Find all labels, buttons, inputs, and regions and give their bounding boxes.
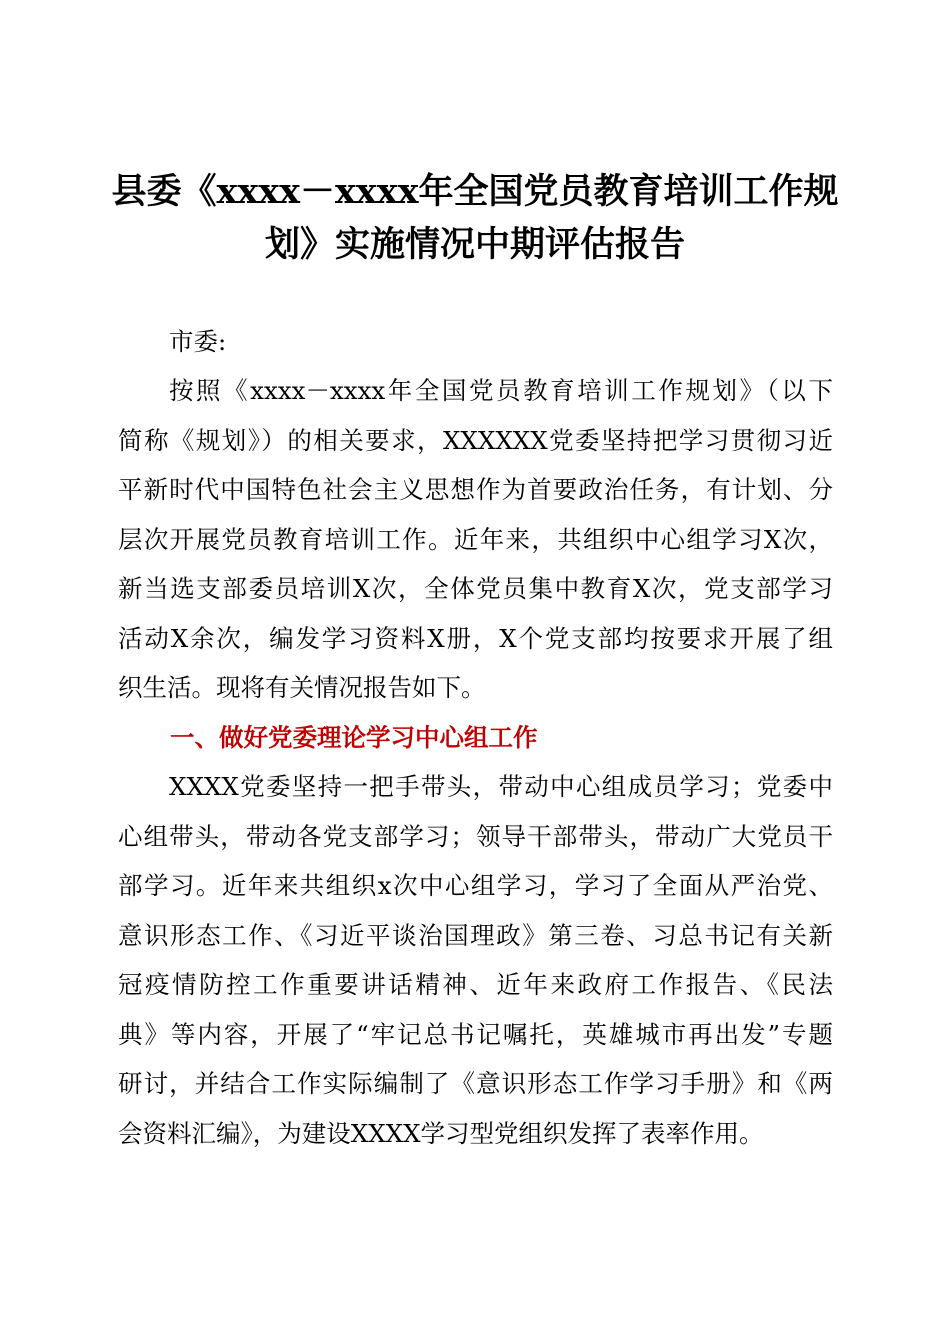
paragraph-line: 层次开展党员教育培训工作。近年来，共组织中心组学习X次， xyxy=(118,524,833,554)
paragraph-line: 研讨，并结合工作实际编制了《意识形态工作学习手册》和《两 xyxy=(118,1069,833,1098)
title-line: 县委《xxxx－xxxx年全国党员教育培训工作规 xyxy=(111,171,839,212)
paragraph-intro xyxy=(118,366,833,713)
paragraph-line: 活动X余次，编发学习资料X册，X个党支部均按要求开展了组 xyxy=(118,623,833,653)
salutation xyxy=(118,317,833,367)
paragraph-line: 典》等内容，开展了“牢记总书记嘱托，英雄城市再出发”专题 xyxy=(118,1019,833,1049)
paragraph-line: 织生活。现将有关情况报告如下。 xyxy=(118,673,486,702)
section-heading: 一、做好党委理论学习中心组工作 xyxy=(170,723,538,752)
paragraph-line: XXXX党委坚持一把手带头，带动中心组成员学习；党委中 xyxy=(169,772,833,801)
paragraph-line: 按照《xxxx－xxxx年全国党员教育培训工作规划》（以下 xyxy=(169,376,833,405)
paragraph-line: 心组带头，带动各党支部学习；领导干部带头，带动广大党员干 xyxy=(118,821,833,851)
paragraph-line: 会资料汇编》，为建设XXXX学习型党组织发挥了表率作用。 xyxy=(118,1118,764,1148)
paragraph-line: 冠疫情防控工作重要讲话精神、近年来政府工作报告、《民法 xyxy=(118,970,833,999)
paragraph-line: 部学习。近年来共组织x次中心组学习，学习了全面从严治党、 xyxy=(118,871,833,900)
paragraph-line: 意识形态工作、《习近平谈治国理政》第三卷、习总书记有关新 xyxy=(118,920,833,950)
paragraph-line: 简称《规划》）的相关要求，XXXXXX党委坚持把学习贯彻习近 xyxy=(118,425,833,455)
salutation-text: 市委: xyxy=(169,327,227,356)
paragraph-line: 新当选支部委员培训X次，全体党员集中教育X次，党支部学习 xyxy=(118,574,833,603)
document-title xyxy=(110,165,840,271)
title-line: 划》实施情况中期评估报告 xyxy=(264,224,685,265)
paragraph-line: 平新时代中国特色社会主义思想作为首要政治任务，有计划、分 xyxy=(118,475,833,504)
paragraph-section1 xyxy=(118,762,833,1158)
